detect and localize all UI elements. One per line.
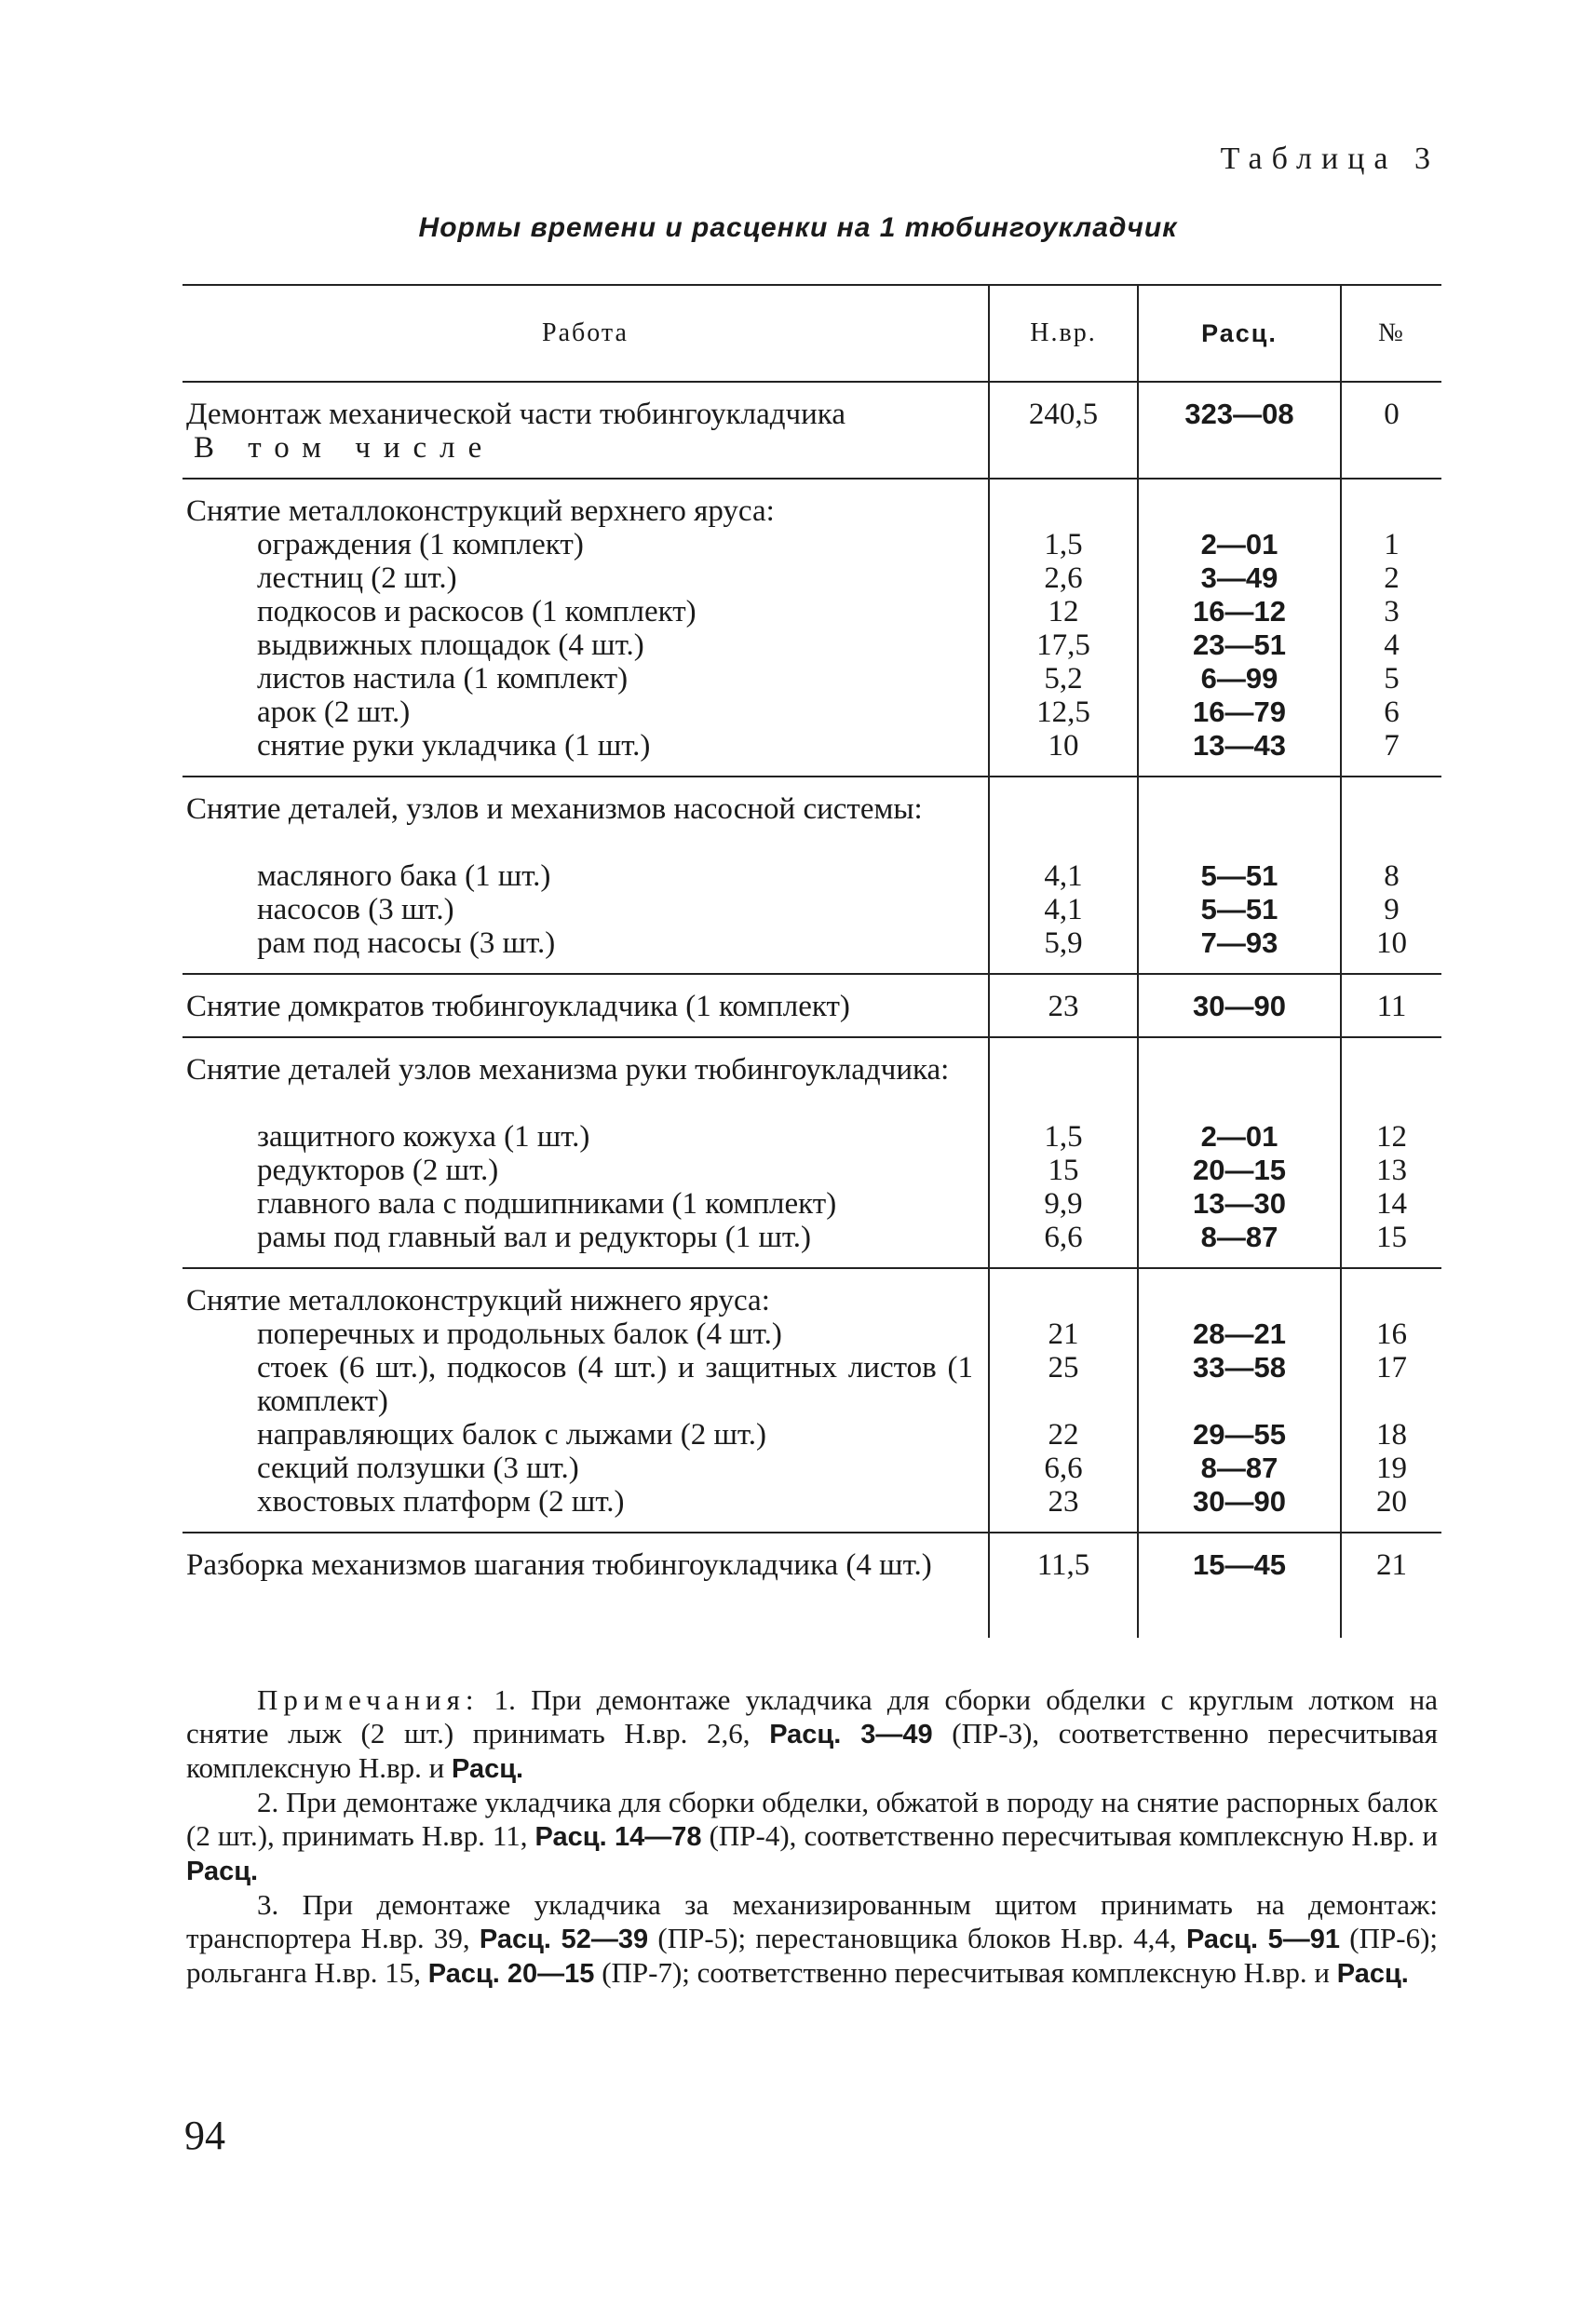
nvr-value: 17,5 [1036,628,1090,662]
work-item: главного вала с подшипниками (1 комплект) [257,1187,837,1221]
table-row [183,382,1441,479]
row-number: 11 [1376,990,1407,1023]
work-item: секций ползушки (3 шт.) [257,1452,579,1485]
rasc-value: 28—21 [1193,1317,1286,1350]
section-heading: Снятие домкратов тюбингоукладчика (1 комплект) [186,990,850,1023]
nvr-value: 5,9 [1044,926,1083,960]
nvr-value: 10 [1048,729,1079,763]
work-item: рам под насосы (3 шт.) [257,926,556,960]
row-number: 4 [1384,628,1400,662]
rate-ref: Расц. 20—15 [427,1959,595,1989]
work-item: лестниц (2 шт.) [257,561,457,595]
column-header-work: Работа [183,285,989,382]
work-item: масляного бака (1 шт.) [257,859,551,893]
rasc-value: 8—87 [1200,1221,1278,1253]
nvr-value: 6,6 [1044,1221,1083,1254]
nvr-value: 12 [1048,595,1079,628]
rate-ref: Расц. [1336,1959,1409,1989]
row-number: 17 [1376,1351,1407,1385]
nvr-value: 6,6 [1044,1452,1083,1485]
nvr-value: 22 [1048,1418,1079,1452]
rasc-value: 30—90 [1193,1485,1286,1518]
rasc-value: 23—51 [1193,628,1286,661]
note-2: 2. При демонтаже укладчика для сборки обделки, обжатой в породу на снятие распорных балок (2 шт.), принимать Н.вр. 11, Расц. 14—78 (ПР-4), соответственно пересчитывая комплексную Н.вр. и Расц. [186,1786,1438,1886]
rasc-value: 2—01 [1200,528,1278,561]
work-item: выдвижных площадок (4 шт.) [257,628,644,662]
rate-ref: Расц. 52—39 [479,1925,649,1954]
row-number: 14 [1376,1187,1407,1221]
norms-table [183,284,1441,1638]
rasc-value: 33—58 [1193,1351,1286,1384]
nvr-value: 4,1 [1044,893,1083,926]
nvr-value: 21 [1048,1317,1079,1351]
row-number: 1 [1384,528,1400,561]
row-number: 0 [1384,398,1400,431]
row-number: 13 [1376,1154,1407,1187]
rasc-value: 3—49 [1200,561,1278,594]
nvr-value: 4,1 [1044,859,1083,893]
row-number: 16 [1376,1317,1407,1351]
row-number: 21 [1376,1548,1407,1582]
section-subheading: В том числе [194,431,495,465]
section-heading: Демонтаж механической части тюбингоукладчика [186,398,845,431]
table-label: Таблица 3 [1220,142,1440,176]
note-1: Примечания: 1. При демонтаже укладчика для сборки обделки с круглым лотком на снятие лыж (2 шт.) принимать Н.вр. 2,6, Расц. 3—49 (ПР-3), соответственно пересчитывая комплексную Н.вр. и Расц. [186,1683,1438,1784]
nvr-value: 11,5 [1036,1548,1090,1582]
row-number: 19 [1376,1452,1407,1485]
row-number: 8 [1384,859,1400,893]
nvr-value: 1,5 [1044,528,1083,561]
note-3: 3. При демонтаже укладчика за механизированным щитом принимать на демонтаж: транспортера Н.вр. 39, Расц. 52—39 (ПР-5); перестановщика блоков Н.вр. 4,4, Расц. 5—91 (ПР-6); рольганга Н.вр. 15, Расц. 20—15 (ПР-7); соответственно пересчитывая комплексную Н.вр. и Расц. [186,1888,1438,1989]
work-item: ограждения (1 комплект) [257,528,584,561]
nvr-value: 23 [1048,990,1079,1023]
section-heading: Разборка механизмов шагания тюбингоукладчика (4 шт.) [186,1548,932,1582]
rasc-value: 323—08 [1184,398,1294,430]
work-item: снятие руки укладчика (1 шт.) [257,729,651,763]
table-row [183,479,1441,777]
table-row [183,777,1441,974]
table-row [183,1533,1441,1638]
rasc-value: 6—99 [1200,662,1278,695]
nvr-value: 9,9 [1044,1187,1083,1221]
rasc-value: 7—93 [1200,926,1278,959]
nvr-value: 25 [1048,1351,1079,1385]
rasc-value: 16—12 [1193,595,1286,628]
notes-block [186,1683,1438,1991]
rate-ref: Расц. 5—91 [1185,1925,1341,1954]
rasc-value: 8—87 [1200,1452,1278,1484]
row-number: 15 [1376,1221,1407,1254]
rate-ref: Расц. [452,1754,524,1784]
work-item: поперечных и продольных балок (4 шт.) [257,1317,782,1351]
nvr-value: 5,2 [1044,662,1083,696]
work-item: редукторов (2 шт.) [257,1154,499,1187]
notes-label: Примечания: [257,1683,480,1716]
rasc-value: 30—90 [1193,990,1286,1022]
work-item: подкосов и раскосов (1 комплект) [257,595,697,628]
section-heading: Снятие металлоконструкций нижнего яруса: [186,1284,770,1317]
page-number: 94 [184,2113,225,2158]
column-header-rasc: Расц. [1138,285,1341,382]
rasc-value: 13—43 [1193,729,1286,762]
work-item: насосов (3 шт.) [257,893,454,926]
rasc-value: 2—01 [1200,1120,1278,1153]
nvr-value: 23 [1048,1485,1079,1519]
table-row [183,1037,1441,1268]
nvr-value: 1,5 [1044,1120,1083,1154]
nvr-value: 15 [1048,1154,1079,1187]
row-number: 3 [1384,595,1400,628]
nvr-value: 240,5 [1028,398,1099,431]
row-number: 20 [1376,1485,1407,1519]
work-item: рамы под главный вал и редукторы (1 шт.) [257,1221,812,1254]
row-number: 9 [1384,893,1400,926]
table-header-row [183,285,1441,382]
rasc-value: 13—30 [1193,1187,1286,1220]
work-item: направляющих балок с лыжами (2 шт.) [257,1418,767,1452]
rasc-value: 20—15 [1193,1154,1286,1186]
work-item: хвостовых платформ (2 шт.) [257,1485,625,1519]
rate-ref: Расц. 14—78 [534,1822,702,1852]
work-item: листов настила (1 комплект) [257,662,629,696]
rasc-value: 5—51 [1200,893,1278,925]
rasc-value: 5—51 [1200,859,1278,892]
nvr-value: 2,6 [1044,561,1083,595]
work-item: стоек (6 шт.), подкосов (4 шт.) и защитных листов (1 комплект) [257,1351,973,1418]
column-header-nvr: Н.вр. [989,285,1138,382]
table-row [183,974,1441,1037]
row-number: 5 [1384,662,1400,696]
nvr-value: 12,5 [1036,696,1090,729]
table-title: Нормы времени и расценки на 1 тюбингоукладчик [418,212,1178,243]
row-number: 7 [1384,729,1400,763]
work-item: арок (2 шт.) [257,696,411,729]
section-heading: Снятие металлоконструкций верхнего яруса: [186,494,775,528]
row-number: 6 [1384,696,1400,729]
row-number: 12 [1376,1120,1407,1154]
row-number: 2 [1384,561,1400,595]
rate-ref: Расц. [186,1857,259,1886]
rasc-value: 29—55 [1193,1418,1286,1451]
row-number: 18 [1376,1418,1407,1452]
rasc-value: 15—45 [1193,1548,1286,1581]
section-heading: Снятие деталей, узлов и механизмов насосной системы: [186,792,923,826]
section-heading: Снятие деталей узлов механизма руки тюбингоукладчика: [186,1053,950,1087]
rasc-value: 16—79 [1193,696,1286,728]
column-header-no: № [1341,285,1441,382]
rate-ref: Расц. 3—49 [769,1720,933,1749]
row-number: 10 [1376,926,1407,960]
work-item: защитного кожуха (1 шт.) [257,1120,590,1154]
table-row [183,1268,1441,1533]
